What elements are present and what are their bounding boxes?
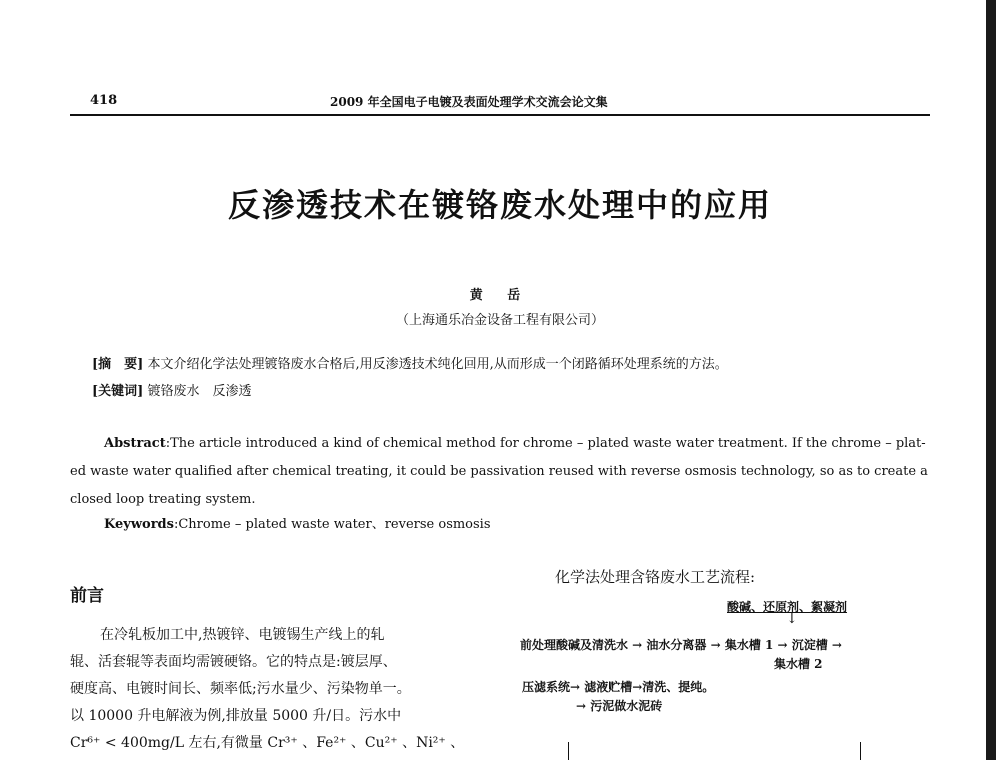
header-rule <box>70 114 930 116</box>
intro-line: 辊、活套辊等表面均需镀硬铬。它的特点是:镀层厚、 <box>70 654 397 670</box>
flow-title: 化学法处理含铬废水工艺流程: <box>555 568 756 586</box>
abstract-line-3: closed loop treating system. <box>70 492 256 507</box>
intro-line: Cr⁶⁺ < 400mg/L 左右,有微量 Cr³⁺ 、Fe²⁺ 、Cu²⁺ 、Ni²⁺ 、 <box>70 735 465 751</box>
cn-abstract-text: 本文介绍化学法处理镀铬废水合格后,用反渗透技术纯化回用,从而形成一个闭路循环处理系统的方法。 <box>147 357 728 372</box>
cn-abstract <box>92 353 728 372</box>
english-keywords <box>104 513 491 532</box>
intro-line: 硬度高、电镀时间长、频率低;污水量少、污染物单一。 <box>70 681 411 697</box>
intro-line: 以 10000 升电解液为例,排放量 5000 升/日。污水中 <box>70 708 402 724</box>
section-heading-intro: 前言 <box>70 586 104 606</box>
abstract-line-2: ed waste water qualified after chemical treating, it could be passivation reused with reverse osmosis technology, so as to create a <box>70 464 928 479</box>
abstract-line-1: Abstract:The article introduced a kind of chemical method for chrome – plated waste water treatment. If the chrome – plat- <box>104 436 926 451</box>
flow-step-line-1: 前处理酸碱及清洗水 → 油水分离器 → 集水槽 1 → 沉淀槽 → <box>520 638 842 652</box>
flow-step-line-2: 压滤系统→ 滤液贮槽→清洗、提纯。 <box>522 680 715 694</box>
flow-step-line-3: → 污泥做水泥砖 <box>576 699 663 713</box>
flow-reagents: 酸碱、还原剂、絮凝剂 <box>727 600 848 614</box>
cn-keywords <box>92 380 251 399</box>
figure-border-right <box>860 742 861 760</box>
affiliation: （上海通乐冶金设备工程有限公司） <box>395 313 604 328</box>
down-arrow-icon: ↓ <box>786 611 798 627</box>
keywords-label: Keywords <box>104 517 174 532</box>
running-header: 2009 年全国电子电镀及表面处理学术交流会论文集 <box>330 95 608 109</box>
author: 黄 岳 <box>469 288 531 303</box>
scan-edge <box>986 0 996 760</box>
cn-keywords-text: 镀铬废水 反渗透 <box>147 384 252 399</box>
intro-line: 在冷轧板加工中,热镀锌、电镀锡生产线上的轧 <box>100 627 385 643</box>
page-number: 418 <box>90 93 118 108</box>
cn-abstract-label: [摘 要] <box>92 357 144 372</box>
paper-title: 反渗透技术在镀铬废水处理中的应用 <box>227 186 772 224</box>
intro-paragraph <box>70 622 470 757</box>
cn-keywords-label: [关键词] <box>92 384 144 399</box>
flow-step-line-1b: 集水槽 2 <box>774 657 823 671</box>
english-abstract <box>70 430 930 514</box>
abstract-label: Abstract <box>104 436 166 451</box>
keywords-text: :Chrome – plated waste water、reverse osmosis <box>173 517 491 532</box>
figure-border-left <box>568 742 569 760</box>
